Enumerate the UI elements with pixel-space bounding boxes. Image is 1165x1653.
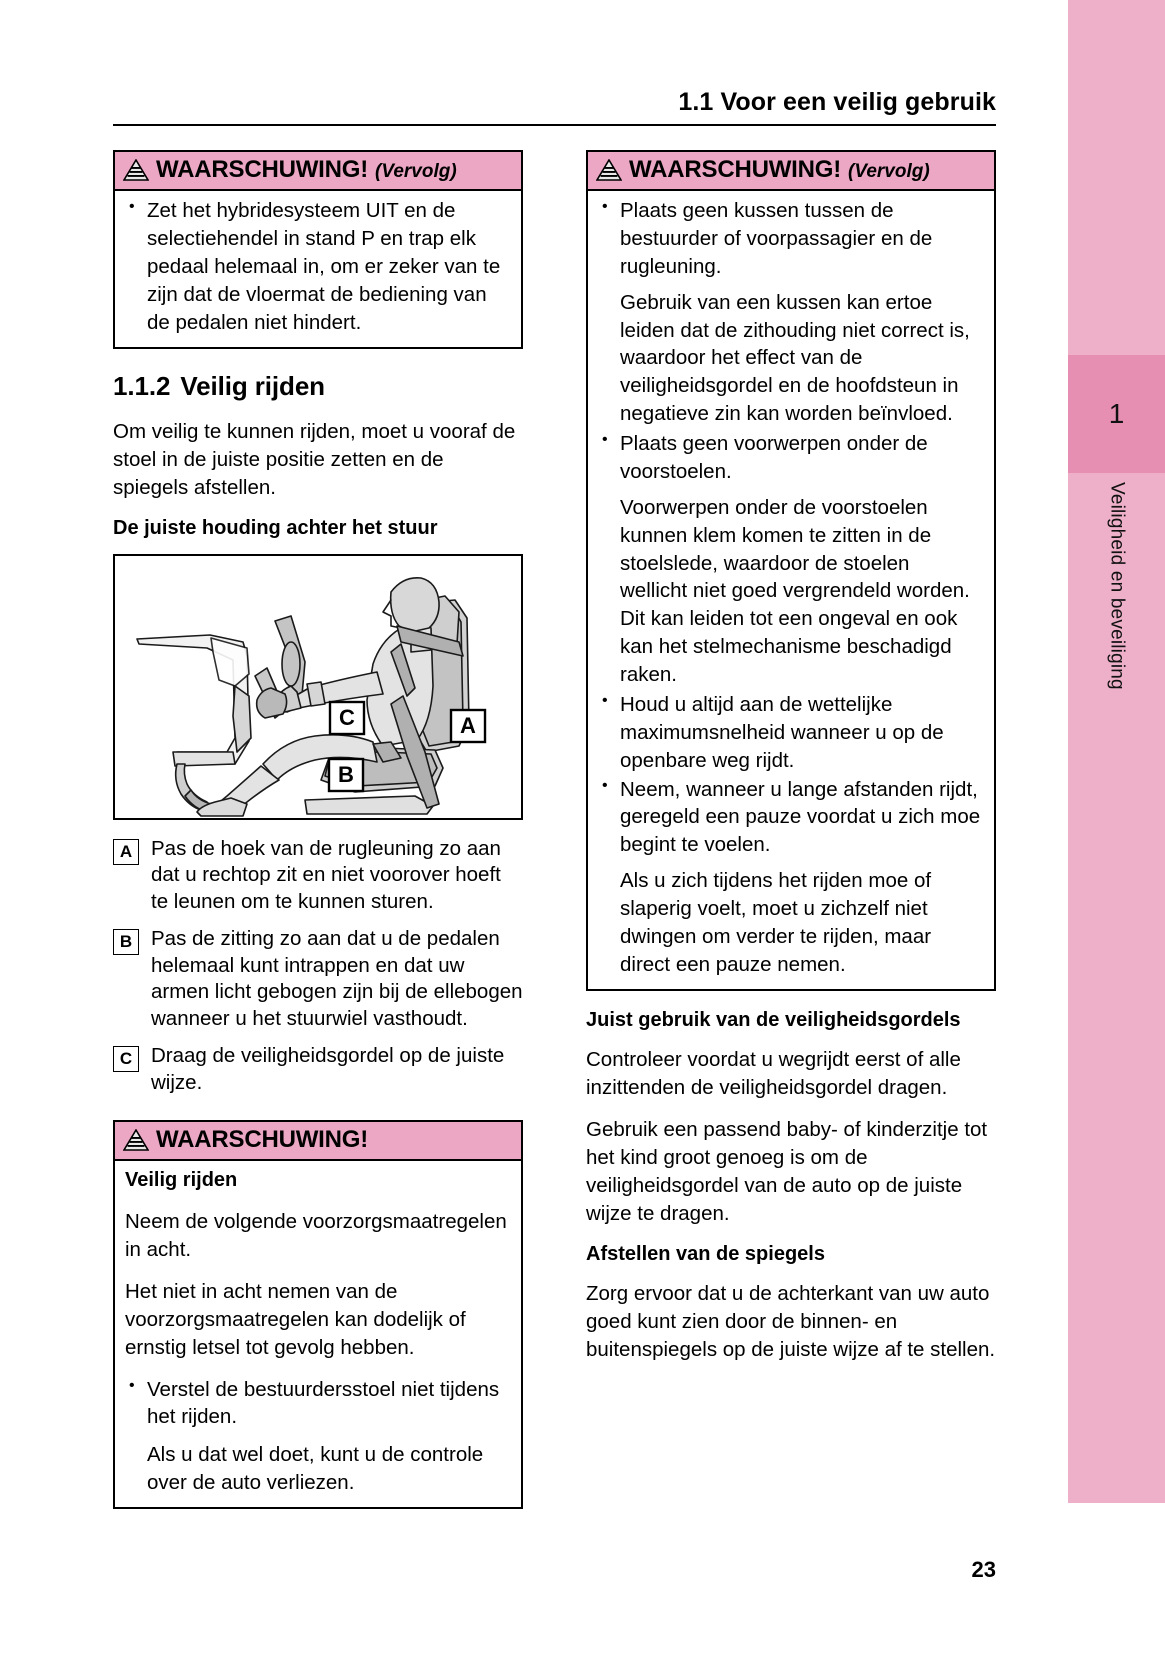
warning-title: WAARSCHUWING! bbox=[156, 1125, 369, 1153]
figure-callout-b bbox=[329, 759, 363, 791]
chapter-index-tab bbox=[1068, 0, 1165, 1503]
warning-subheading: Veilig rijden bbox=[125, 1168, 238, 1191]
page-number: 23 bbox=[971, 1557, 996, 1582]
svg-text:B: B bbox=[338, 762, 354, 787]
posture-figure-svg bbox=[115, 556, 521, 818]
figure-callout-c bbox=[330, 702, 364, 734]
warning-paragraph-1: Neem de volgende voorzorgsmaatregelen in acht. bbox=[125, 1210, 507, 1261]
list-item bbox=[113, 836, 523, 915]
list-item: • Plaats geen voorwerpen onder de voorstoelen. bbox=[598, 430, 982, 486]
warning-body bbox=[115, 1161, 521, 1507]
chapter-title-text: Veiligheid en beveiliging bbox=[1106, 482, 1128, 690]
warning-bullet-list bbox=[125, 1376, 509, 1432]
section-title: Veilig rijden bbox=[180, 371, 325, 402]
warning-continued-label: (Vervolg) bbox=[375, 161, 457, 182]
figure-callout-a bbox=[451, 710, 485, 742]
warning-bullet-1-continuation: Gebruik van een kussen kan ertoe leiden dat de zithouding niet correct is, waardoor het effect van de veiligheidsgordel en de hoofdsteun in negatieve zin kan worden beïnvloed. bbox=[620, 290, 970, 426]
warning-triangle-icon bbox=[123, 159, 149, 181]
header-divider bbox=[113, 124, 996, 126]
warning-bullet-list bbox=[598, 691, 982, 859]
warning-paragraph-2: Het niet in acht nemen van de voorzorgsmaatregelen kan dodelijk of ernstig letsel tot gevolg hebben. bbox=[125, 1279, 466, 1359]
callout-description-list bbox=[113, 836, 523, 1096]
subsection-heading: De juiste houding achter het stuur bbox=[113, 517, 438, 539]
seatbelt-paragraph-1: Controleer voordat u wegrijdt eerst of alle inzittenden de veiligheidsgordel dragen. bbox=[586, 1047, 961, 1099]
list-item: • Verstel de bestuurdersstoel niet tijdens het rijden. bbox=[125, 1376, 509, 1432]
callout-badge-a: A bbox=[113, 839, 139, 865]
left-column bbox=[113, 150, 523, 1509]
list-item: • Zet het hybridesysteem UIT en de selectiehendel in stand P en trap elk pedaal helemaal in, om er zeker van te zijn dat de vloermat de bediening van de pedalen niet hindert. bbox=[125, 197, 509, 336]
svg-text:C: C bbox=[339, 705, 355, 730]
warning-bullet-2-continuation: Voorwerpen onder de voorstoelen kunnen klem komen te zitten in de stoelslede, waardoor de stoelen wellicht niet goed vergrendeld worden. Dit kan leiden tot een ongeval en ook kan het stelmechanisme beschadigd raken. bbox=[620, 495, 970, 686]
warning-body bbox=[588, 191, 994, 989]
warning-header bbox=[115, 152, 521, 191]
right-column bbox=[586, 150, 996, 1379]
chapter-number-badge: 1 bbox=[1068, 355, 1165, 473]
warning-triangle-icon bbox=[123, 1129, 149, 1151]
warning-title: WAARSCHUWING! bbox=[156, 156, 369, 183]
warning-box-continued-left bbox=[113, 150, 523, 349]
list-item: • Neem, wanneer u lange afstanden rijdt, geregeld een pauze voordat u zich moe begint te voelen. bbox=[598, 776, 982, 860]
warning-continued-label: (Vervolg) bbox=[848, 161, 930, 182]
subsection-heading-mirrors: Afstellen van de spiegels bbox=[586, 1242, 825, 1265]
warning-bullet-list bbox=[598, 197, 982, 281]
warning-header bbox=[588, 152, 994, 191]
svg-text:A: A bbox=[460, 713, 476, 738]
section-heading bbox=[113, 371, 523, 402]
list-item bbox=[113, 1043, 523, 1096]
section-number: 1.1.2 bbox=[113, 371, 171, 402]
list-item: • Plaats geen kussen tussen de bestuurder of voorpassagier en de rugleuning. bbox=[598, 197, 982, 281]
warning-bullet-4-continuation: Als u zich tijdens het rijden moe of slaperig voelt, moet u zichzelf niet dwingen om verder te rijden, maar direct een pauze nemen. bbox=[620, 869, 932, 976]
warning-triangle-icon bbox=[596, 159, 622, 181]
section-intro-paragraph: Om veilig te kunnen rijden, moet u vooraf de stoel in de juiste positie zetten en de spiegels afstellen. bbox=[113, 420, 516, 500]
mirror-paragraph-1: Zorg ervoor dat u de achterkant van uw auto goed kunt zien door de binnen- en buitenspiegels op de juiste wijze af te stellen. bbox=[586, 1281, 996, 1361]
warning-box-continued-right bbox=[586, 150, 996, 991]
warning-body bbox=[115, 191, 521, 347]
driving-posture-illustration bbox=[113, 554, 523, 820]
list-item: • Houd u altijd aan de wettelijke maximumsnelheid wanneer u op de openbare weg rijdt. bbox=[598, 691, 982, 775]
chapter-title-vertical bbox=[1068, 482, 1165, 812]
callout-text-b: Pas de zitting zo aan dat u de pedalen helemaal kunt intrappen en dat uw armen licht gebogen zijn bij de ellebogen wanneer u het stuurwiel vasthoudt. bbox=[151, 927, 523, 1030]
list-item bbox=[113, 926, 523, 1032]
warning-bullet-1-continuation: Als u dat wel doet, kunt u de controle over de auto verliezen. bbox=[147, 1443, 484, 1495]
seatbelt-paragraph-2: Gebruik een passend baby- of kinderzitje tot het kind groot genoeg is om de veiligheidsgordel van de auto op de juiste wijze te dragen. bbox=[586, 1118, 988, 1225]
warning-bullet-list bbox=[125, 197, 509, 336]
callout-text-a: Pas de hoek van de rugleuning zo aan dat u rechtop zit en niet voorover hoeft te leunen om te kunnen sturen. bbox=[151, 837, 501, 913]
warning-bullet-list bbox=[598, 430, 982, 486]
callout-badge-b: B bbox=[113, 929, 139, 955]
callout-badge-c: C bbox=[113, 1046, 139, 1072]
warning-box-safe-driving bbox=[113, 1120, 523, 1509]
callout-text-c: Draag de veiligheidsgordel op de juiste wijze. bbox=[151, 1044, 505, 1094]
subsection-heading-seatbelts: Juist gebruik van de veiligheidsgordels bbox=[586, 1008, 961, 1031]
warning-title: WAARSCHUWING! bbox=[629, 156, 842, 183]
warning-header bbox=[115, 1122, 521, 1161]
page-title: 1.1 Voor een veilig gebruik bbox=[678, 88, 996, 116]
